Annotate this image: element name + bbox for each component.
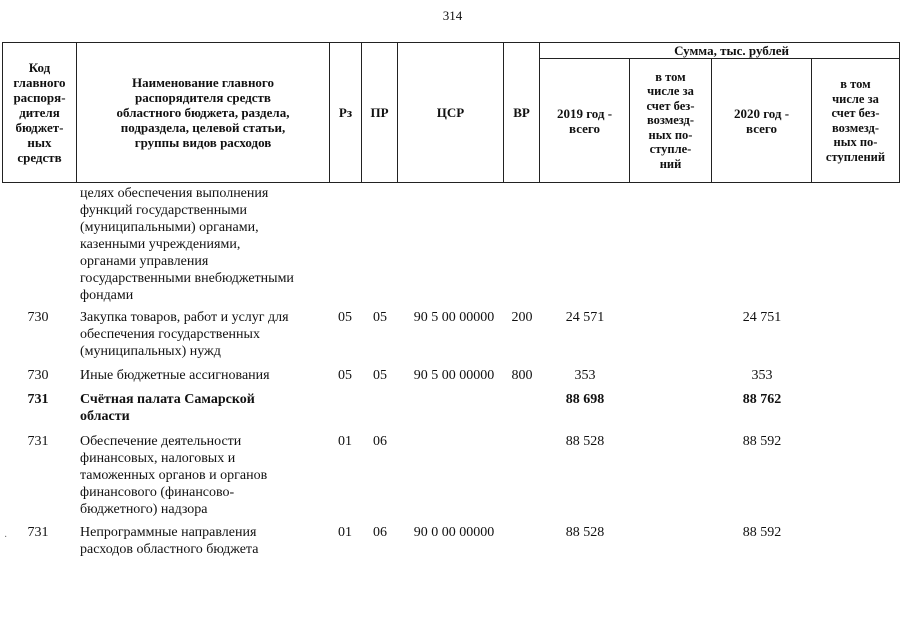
code_lines-line: распоря-	[13, 90, 66, 105]
row-name-line: органами управления	[80, 254, 209, 269]
page-number: 314	[442, 8, 463, 23]
row-pr: 05	[373, 310, 387, 325]
header-2020-incl	[812, 59, 900, 183]
row-2019-total: 88 528	[565, 525, 605, 540]
scan-mark: ·	[4, 532, 8, 543]
header-pr: ПР	[362, 42, 398, 183]
y2020_lines-line: всего	[746, 120, 777, 136]
row-2020-total: 88 762	[742, 392, 782, 407]
row-code: 731	[27, 525, 49, 540]
name_lines-line: Наименование главного	[131, 75, 275, 90]
row-2019-total: 88 528	[565, 434, 605, 449]
row-2020-total: 24 751	[742, 310, 782, 325]
row-rz: 05	[338, 368, 352, 383]
row-2020-total: 88 592	[742, 525, 782, 540]
row-pr: 05	[373, 368, 387, 383]
code_lines-line: главного	[13, 75, 66, 90]
incl2019_lines-line: ступле-	[649, 142, 692, 157]
row-name	[80, 185, 338, 304]
row-name-line: Иные бюджетные ассигнования	[80, 368, 270, 383]
incl2020_lines-line: ступлений	[825, 149, 886, 164]
row-name-line: Счётная палата Самарской	[80, 392, 255, 407]
incl2019_lines-line: ных по-	[648, 127, 693, 142]
incl2019_lines-line: возмезд-	[646, 113, 695, 128]
header-2020-total	[712, 59, 812, 183]
row-name-line: финансового (финансово-	[80, 485, 235, 500]
header-rz: Рз	[330, 42, 362, 183]
row-vr: 200	[511, 310, 533, 325]
row-2019-total: 353	[574, 368, 596, 383]
row-name	[80, 433, 338, 518]
code_lines-line: средств	[17, 150, 62, 165]
row-name	[80, 367, 338, 384]
header-name	[77, 42, 330, 183]
row-name-line: Обеспечение деятельности	[80, 434, 242, 449]
row-pr: 06	[373, 525, 387, 540]
row-name-line: обеспечения государственных	[80, 327, 260, 342]
row-csr: 90 0 00 00000	[413, 525, 495, 540]
row-name	[80, 524, 338, 558]
row-code: 731	[27, 434, 49, 449]
header-csr: ЦСР	[398, 42, 504, 183]
row-name-line: функций государственными	[80, 203, 248, 218]
incl2020_lines-line: в том	[840, 77, 871, 91]
code_lines-line: бюджет-	[15, 120, 64, 135]
code_lines-line: Код	[28, 60, 51, 75]
name_lines-line: группы видов расходов	[134, 135, 272, 150]
header-2019-total	[540, 59, 630, 183]
row-csr: 90 5 00 00000	[413, 368, 495, 383]
incl2019_lines-line: в том	[655, 69, 686, 84]
row-name-line: бюджетного) надзора	[80, 502, 208, 517]
row-name	[80, 391, 338, 425]
row-name-line: расходов областного бюджета	[80, 542, 259, 557]
incl2019_lines-line: счет без-	[646, 98, 695, 113]
row-name-line: Закупка товаров, работ и услуг для	[80, 310, 289, 325]
row-vr: 800	[511, 368, 533, 383]
header-2019-incl	[630, 59, 712, 183]
incl2019_lines-line: числе за	[647, 84, 694, 99]
row-rz: 05	[338, 310, 352, 325]
header-sum: Сумма, тыс. рублей	[540, 42, 900, 59]
row-name-line: фондами	[80, 288, 134, 303]
incl2020_lines-line: числе за	[832, 91, 879, 106]
row-rz: 01	[338, 434, 352, 449]
y2019_lines-line: всего	[569, 120, 600, 136]
incl2020_lines-line: возмезд-	[831, 120, 880, 135]
row-2019-total: 24 571	[565, 310, 605, 325]
header-code	[2, 42, 77, 183]
row-code: 731	[27, 392, 49, 407]
row-name-line: целях обеспечения выполнения	[80, 186, 269, 201]
row-2020-total: 88 592	[742, 434, 782, 449]
row-code: 730	[27, 310, 49, 325]
row-name-line: финансовых, налоговых и	[80, 451, 236, 466]
row-2019-total: 88 698	[565, 392, 605, 407]
row-name-line: казенными учреждениями,	[80, 237, 241, 252]
code_lines-line: дителя	[19, 105, 60, 120]
row-pr: 06	[373, 434, 387, 449]
row-name-line: таможенных органов и органов	[80, 468, 268, 483]
row-csr: 90 5 00 00000	[413, 310, 495, 325]
name_lines-line: областного бюджета, раздела,	[116, 105, 290, 120]
code_lines-line: ных	[27, 135, 52, 150]
row-rz: 01	[338, 525, 352, 540]
incl2019_lines-line: ний	[659, 156, 682, 171]
row-2020-total: 353	[751, 368, 773, 383]
row-name-line: государственными внебюджетными	[80, 271, 294, 286]
row-name-line: области	[80, 409, 130, 424]
y2020_lines-line: 2020 год -	[733, 105, 790, 121]
incl2020_lines-line: ных по-	[833, 135, 878, 149]
row-name-line: (муниципальными) органами,	[80, 220, 259, 235]
name_lines-line: распорядителя средств	[135, 90, 271, 105]
row-name-line: (муниципальных) нужд	[80, 344, 221, 359]
row-code: 730	[27, 368, 49, 383]
row-name-line: Непрограммные направления	[80, 525, 257, 540]
name_lines-line: подраздела, целевой статьи,	[120, 120, 286, 135]
header-vr: ВР	[504, 42, 540, 183]
row-name	[80, 309, 338, 360]
y2019_lines-line: 2019 год -	[556, 105, 613, 121]
incl2020_lines-line: счет без-	[831, 106, 880, 120]
